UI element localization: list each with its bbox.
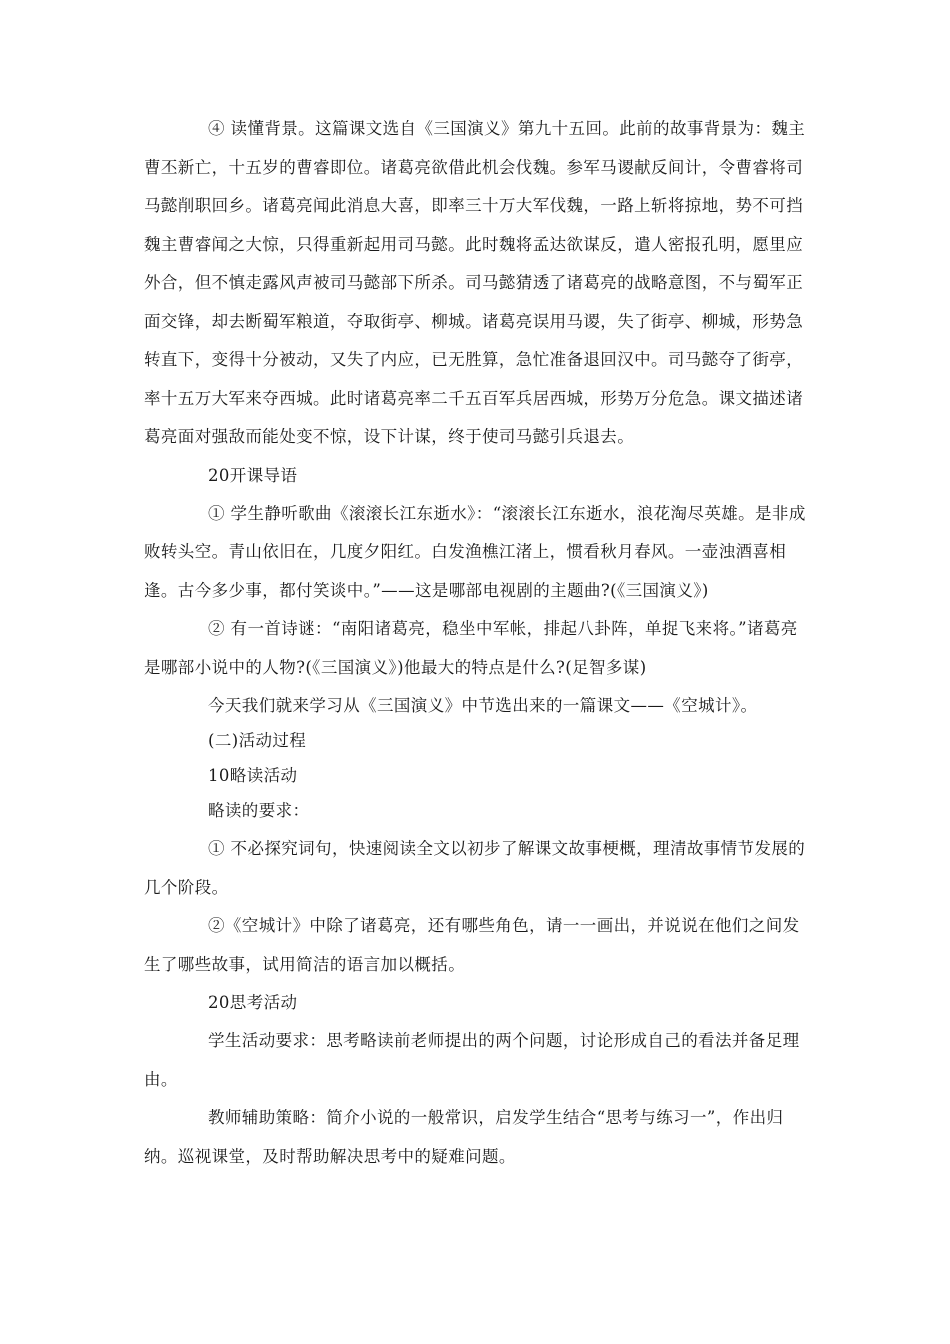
paragraph-background: ④ 读懂背景。这篇课文选自《三国演义》第九十五回。此前的故事背景为：魏主曹丕新亡，十五岁的曹睿即位。诸葛亮欲借此机会伐魏。参军马谡献反间计，令曹睿将司马懿削职回乡。诸葛亮闻此消息大喜，即率三十万大军伐魏，一路上斩将掠地，势不可挡魏主曹睿闻之大惊，只得重新起用司马懿。此时魏将孟达欲谋反，遣人密报孔明，愿里应外合，但不慎走露风声被司马懿部下所杀。司马懿猜透了诸葛亮的战略意图，不与蜀军正面交锋，却去断蜀军粮道，夺取街亭、柳城。诸葛亮误用马谡，失了街亭、柳城，形势急转直下，变得十分被动，又失了内应，已无胜算，急忙准备退回汉中。司马懿夺了街亭，率十五万大军来夺西城。此时诸葛亮率二千五百军兵居西城，形势万分危急。课文描述诸葛亮面对强敌而能处变不惊，设下计谋，终于使司马懿引兵退去。 bbox=[144, 119, 806, 446]
heading-thinking-activity: 20思考活动 bbox=[208, 993, 298, 1012]
heading-skim-requirements: 略读的要求： bbox=[208, 801, 310, 820]
paragraph-song-question: ① 学生静听歌曲《滚滚长江东逝水》：“滚滚长江东逝水，浪花淘尽英雄。是非成败转头空。青山依旧在，几度夕阳红。白发渔樵江渚上，惯看秋月春风。一壶浊酒喜相逢。古今多少事，都付笑谈中。”——这是哪部电视剧的主题曲?(《三国演义》) bbox=[144, 503, 806, 600]
heading-activity-process: (二)活动过程 bbox=[208, 731, 307, 750]
paragraph-teacher-strategy: 教师辅助策略：简介小说的一般常识，启发学生结合“思考与练习一”，作出归纳。巡视课堂，及时帮助解决思考中的疑难问题。 bbox=[144, 1108, 784, 1166]
document-body bbox=[144, 110, 808, 1176]
paragraph-requirement-2: ②《空城计》中除了诸葛亮，还有哪些角色，请一一画出，并说说在他们之间发生了哪些故事，试用简洁的语言加以概括。 bbox=[144, 916, 800, 974]
paragraph-requirement-1: ① 不必探究词句，快速阅读全文以初步了解课文故事梗概，理清故事情节发展的几个阶段。 bbox=[144, 839, 806, 897]
paragraph-poem-riddle: ② 有一首诗谜：“南阳诸葛亮，稳坐中军帐，排起八卦阵，单捉飞来将。”诸葛亮是哪部小说中的人物?(《三国演义》)他最大的特点是什么?(足智多谋) bbox=[144, 619, 798, 677]
paragraph-student-requirements: 学生活动要求：思考略读前老师提出的两个问题，讨论形成自己的看法并备足理由。 bbox=[144, 1031, 800, 1089]
heading-opening-intro: 20开课导语 bbox=[208, 465, 298, 485]
paragraph-lesson-intro: 今天我们就来学习从《三国演义》中节选出来的一篇课文——《空城计》。 bbox=[208, 696, 758, 715]
heading-skim-activity: 10略读活动 bbox=[208, 766, 298, 785]
